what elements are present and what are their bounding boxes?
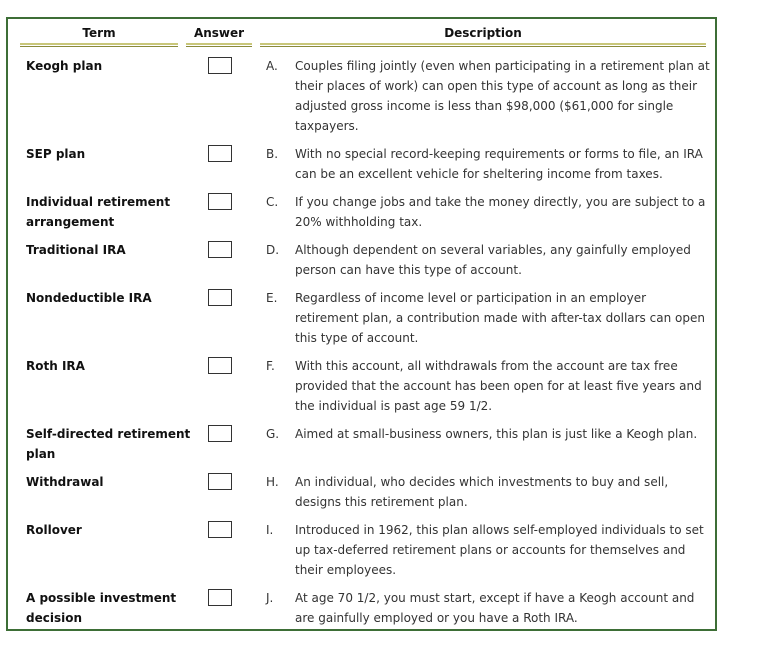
description-letter: B. [266, 147, 279, 161]
description-text: Aimed at small-business owners, this plan is just like a Keogh plan. [295, 427, 698, 441]
term-label: A possible investment decision [26, 591, 177, 625]
description-letter: F. [266, 359, 275, 373]
description-letter: A. [266, 59, 278, 73]
description-text: Introduced in 1962, this plan allows self-employed individuals to set up tax-deferred retirement plans or accounts for themselves and their employees. [295, 523, 704, 577]
description-column-header: Description [444, 26, 522, 40]
answer-header-rule [186, 43, 252, 47]
term-column-header: Term [82, 26, 116, 40]
description-text: At age 70 1/2, you must start, except if have a Keogh account and are gainfully employed or you have a Roth IRA. [295, 591, 695, 625]
term-label: Rollover [26, 523, 82, 537]
answer-input[interactable] [208, 57, 232, 74]
answer-input[interactable] [208, 145, 232, 162]
description-letter: D. [266, 243, 280, 257]
description-text: If you change jobs and take the money directly, you are subject to a 20% withholding tax. [295, 195, 706, 229]
description-text: Couples filing jointly (even when participating in a retirement plan at their places of work) can open this type of account as long as their adjusted gross income is less than $98,000 ($61,000 for single taxpayers. [295, 59, 710, 133]
description-letter: E. [266, 291, 278, 305]
description-letter: G. [266, 427, 280, 441]
answer-column-header: Answer [193, 26, 245, 40]
answer-input[interactable] [208, 289, 232, 306]
description-letter: C. [266, 195, 279, 209]
answer-input[interactable] [208, 425, 232, 442]
answer-input[interactable] [208, 589, 232, 606]
description-text: Regardless of income level or participation in an employer retirement plan, a contribution made with after-tax dollars can open this type of account. [295, 291, 705, 345]
description-text: With no special record-keeping requirements or forms to file, an IRA can be an excellent vehicle for sheltering income from taxes. [295, 147, 703, 181]
answer-input[interactable] [208, 473, 232, 490]
answer-input[interactable] [208, 357, 232, 374]
description-letter: I. [266, 523, 274, 537]
term-label: Keogh plan [26, 59, 103, 73]
term-label: Individual retirement arrangement [26, 195, 171, 229]
description-text: An individual, who decides which investments to buy and sell, designs this retirement plan. [295, 475, 669, 509]
term-label: Nondeductible IRA [26, 291, 152, 305]
term-label: SEP plan [26, 147, 86, 161]
answer-input[interactable] [208, 193, 232, 210]
term-label: Traditional IRA [26, 243, 126, 257]
description-letter: J. [266, 591, 274, 605]
description-letter: H. [266, 475, 279, 489]
term-header-rule [20, 43, 178, 47]
description-text: With this account, all withdrawals from the account are tax free provided that the account has been open for at least five years and the individual is past age 59 1/2. [295, 359, 702, 413]
description-text: Although dependent on several variables, any gainfully employed person can have this type of account. [295, 243, 691, 277]
term-label: Withdrawal [26, 475, 104, 489]
term-label: Roth IRA [26, 359, 85, 373]
answer-input[interactable] [208, 521, 232, 538]
answer-input[interactable] [208, 241, 232, 258]
description-header-rule [260, 43, 706, 47]
term-label: Self-directed retirement plan [26, 427, 191, 461]
